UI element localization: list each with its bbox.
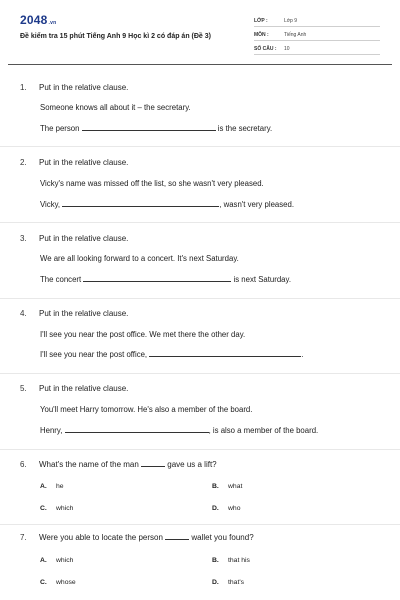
meta-count-label: SỐ CÂU : (254, 46, 277, 52)
site-logo[interactable] (20, 13, 56, 27)
answer-blank[interactable] (62, 200, 219, 207)
answer-suffix: , is also a member of the board. (208, 426, 319, 435)
meta-count (254, 43, 380, 55)
answer-suffix: is the secretary. (215, 124, 273, 133)
option-letter: C. (40, 579, 47, 586)
option-b[interactable] (212, 557, 250, 564)
option-c[interactable] (40, 579, 76, 586)
option-text: what (228, 483, 243, 490)
question-3-sentence: We are all looking forward to a concert. It's next Saturday. (40, 254, 239, 263)
option-text: he (56, 483, 64, 490)
prompt-after: gave us a lift? (165, 460, 217, 469)
question-number: 2. (20, 158, 27, 167)
question-prompt: Put in the relative clause. (39, 384, 129, 393)
question-number: 1. (20, 83, 27, 92)
option-text: which (56, 505, 74, 512)
option-letter: A. (40, 557, 47, 564)
prompt-before: What's the name of the man (39, 460, 142, 469)
prompt-before: Were you able to locate the person (39, 533, 166, 542)
question-number: 4. (20, 309, 27, 318)
answer-prefix: The person (40, 124, 82, 133)
question-5-sentence: You'll meet Harry tomorrow. He's also a member of the board. (40, 405, 253, 414)
option-d[interactable] (212, 505, 240, 512)
logo-suffix: .vn (48, 20, 57, 26)
answer-blank[interactable] (83, 275, 231, 282)
prompt-blank (165, 533, 189, 540)
option-letter: A. (40, 483, 47, 490)
option-d[interactable] (212, 579, 244, 586)
question-divider (0, 373, 400, 374)
option-text: whose (56, 579, 76, 586)
question-2-sentence: Vicky's name was missed off the list, so she wasn't very pleased. (40, 179, 264, 188)
question-divider (0, 146, 400, 147)
question-number: 7. (20, 533, 27, 542)
option-letter: D. (212, 579, 219, 586)
option-letter: B. (212, 483, 219, 490)
meta-class-value: Lớp 9 (284, 18, 298, 24)
option-text: who (228, 505, 241, 512)
question-prompt (39, 533, 254, 542)
meta-subject (254, 29, 380, 41)
question-number: 3. (20, 234, 27, 243)
logo-main: 2048 (20, 13, 48, 27)
answer-suffix: , wasn't very pleased. (219, 200, 294, 209)
answer-prefix: Henry, (40, 426, 65, 435)
prompt-after: wallet you found? (189, 533, 254, 542)
option-b[interactable] (212, 483, 242, 490)
meta-count-value: 10 (284, 46, 290, 52)
question-divider (0, 298, 400, 299)
header-divider (8, 64, 392, 65)
question-number: 5. (20, 384, 27, 393)
question-prompt: Put in the relative clause. (39, 234, 129, 243)
option-letter: D. (212, 505, 219, 512)
answer-prefix: Vicky, (40, 200, 63, 209)
answer-blank[interactable] (65, 426, 209, 433)
question-number: 6. (20, 460, 27, 469)
answer-suffix: . (301, 350, 304, 359)
option-a[interactable] (40, 483, 64, 490)
question-2-answer-line (40, 200, 294, 209)
question-4-answer-line (40, 350, 303, 359)
answer-prefix: I'll see you near the post office, (40, 350, 150, 359)
question-1-sentence: Someone knows all about it – the secretary. (40, 103, 191, 112)
document-title: Đề kiểm tra 15 phút Tiếng Anh 9 Học kì 2 có đáp án (Đề 3) (20, 33, 211, 40)
question-3-answer-line (40, 275, 291, 284)
question-divider (0, 524, 400, 525)
option-letter: C. (40, 505, 47, 512)
option-c[interactable] (40, 505, 73, 512)
option-text: which (56, 557, 74, 564)
question-prompt: Put in the relative clause. (39, 83, 129, 92)
question-prompt: Put in the relative clause. (39, 158, 129, 167)
question-prompt (39, 460, 217, 469)
question-4-sentence: I'll see you near the post office. We met there the other day. (40, 330, 246, 339)
option-text: that's (228, 579, 245, 586)
prompt-blank (141, 460, 165, 467)
option-a[interactable] (40, 557, 73, 564)
answer-blank[interactable] (82, 124, 216, 131)
answer-prefix: The concert (40, 275, 84, 284)
question-prompt: Put in the relative clause. (39, 309, 129, 318)
meta-class-label: LỚP : (254, 18, 268, 24)
meta-class (254, 15, 380, 27)
question-divider (0, 222, 400, 223)
question-5-answer-line (40, 426, 318, 435)
answer-suffix: is next Saturday. (231, 275, 292, 284)
answer-blank[interactable] (149, 350, 304, 359)
option-letter: B. (212, 557, 219, 564)
question-1-answer-line (40, 124, 272, 133)
question-divider (0, 449, 400, 450)
meta-subject-label: MÔN : (254, 32, 269, 38)
meta-subject-value: Tiếng Anh (284, 32, 307, 38)
option-text: that his (228, 557, 250, 564)
